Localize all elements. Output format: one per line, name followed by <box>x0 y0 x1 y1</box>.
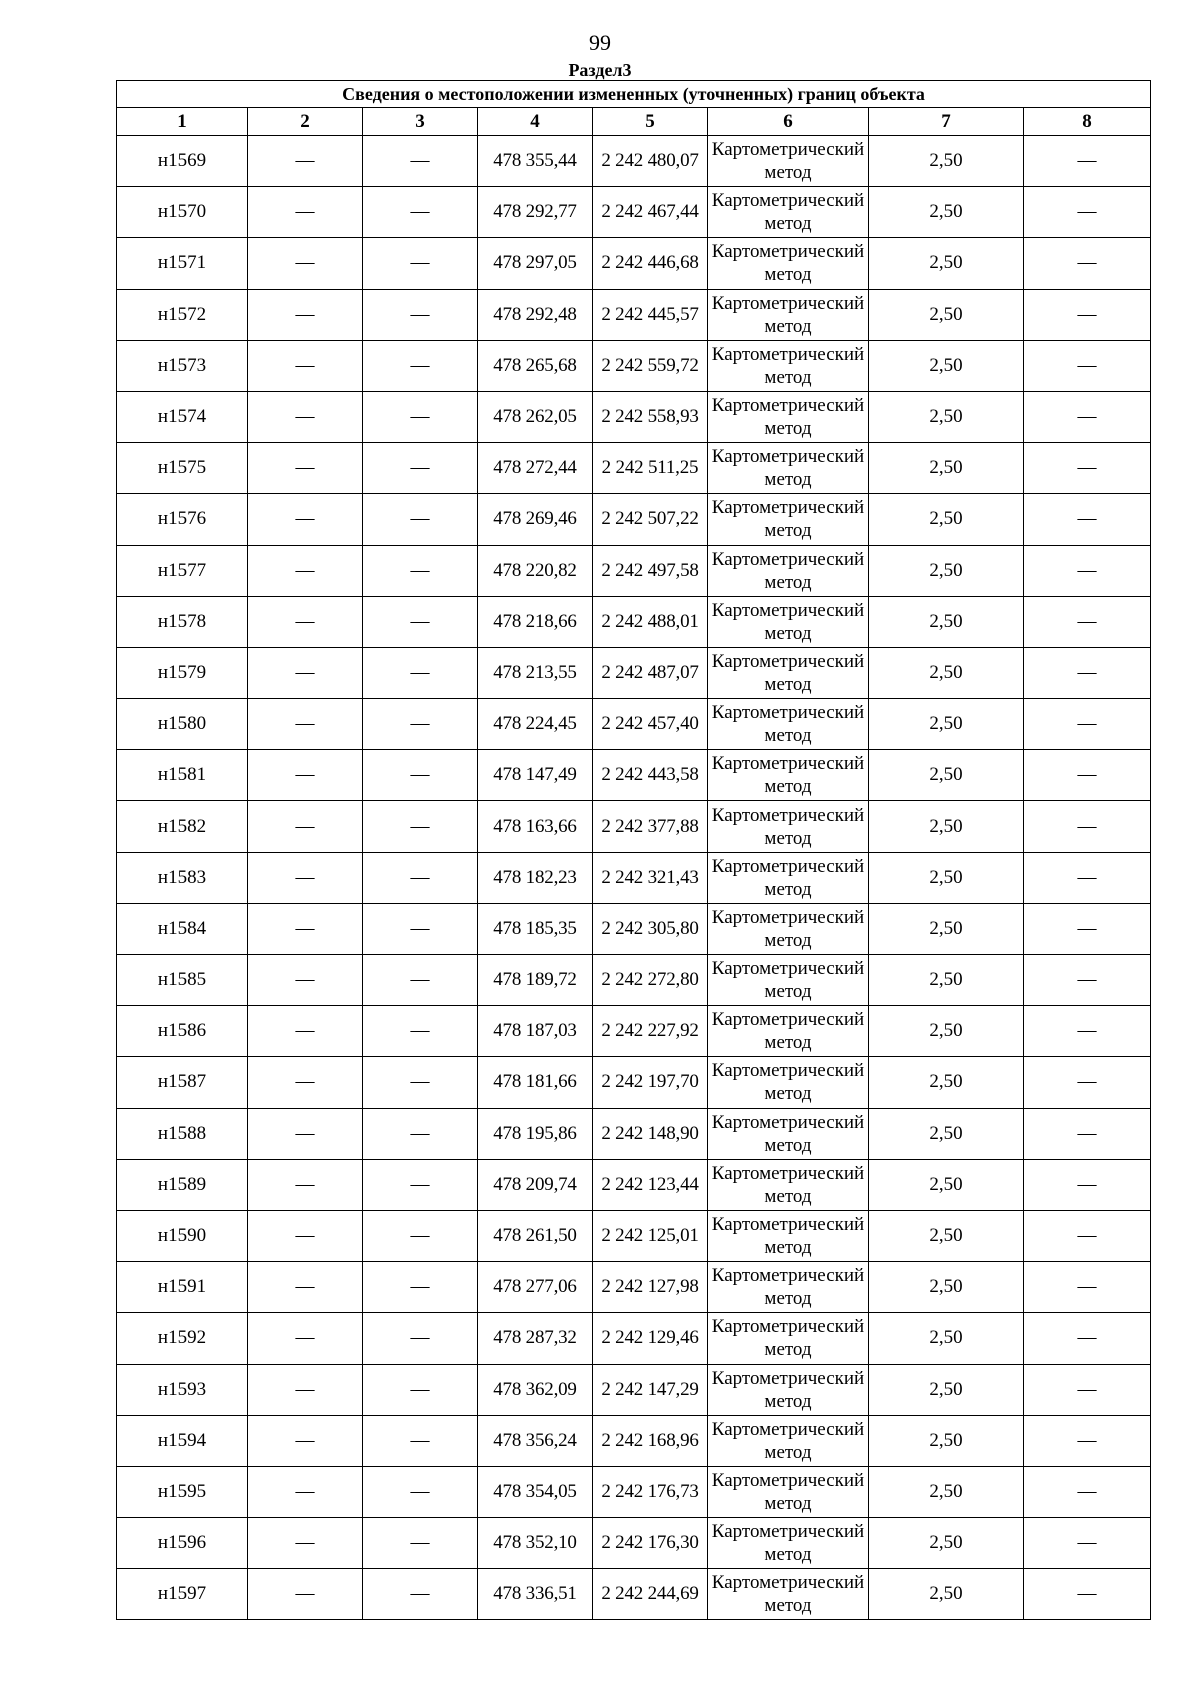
accuracy-cell: 2,50 <box>869 596 1024 647</box>
table-row <box>117 187 1151 238</box>
method-cell: Картометрический метод <box>708 1108 869 1159</box>
method-cell: Картометрический метод <box>708 750 869 801</box>
method-cell: Картометрический метод <box>708 955 869 1006</box>
table-row <box>117 443 1151 494</box>
empty-cell: — <box>248 340 363 391</box>
empty-cell: — <box>363 852 478 903</box>
empty-cell: — <box>248 289 363 340</box>
x-coordinate-cell: 478 195,86 <box>478 1108 593 1159</box>
empty-cell: — <box>248 596 363 647</box>
point-name-cell: н1570 <box>117 187 248 238</box>
x-coordinate-cell: 478 297,05 <box>478 238 593 289</box>
empty-cell: — <box>1024 1466 1151 1517</box>
table-row <box>117 136 1151 187</box>
method-cell: Картометрический метод <box>708 1210 869 1261</box>
point-name-cell: н1595 <box>117 1466 248 1517</box>
method-cell: Картометрический метод <box>708 1262 869 1313</box>
point-name-cell: н1596 <box>117 1518 248 1569</box>
empty-cell: — <box>1024 1569 1151 1620</box>
empty-cell: — <box>1024 340 1151 391</box>
empty-cell: — <box>363 1313 478 1364</box>
point-name-cell: н1569 <box>117 136 248 187</box>
column-number: 3 <box>363 108 478 136</box>
accuracy-cell: 2,50 <box>869 852 1024 903</box>
empty-cell: — <box>363 903 478 954</box>
empty-cell: — <box>1024 852 1151 903</box>
empty-cell: — <box>1024 1364 1151 1415</box>
empty-cell: — <box>363 1006 478 1057</box>
point-name-cell: н1581 <box>117 750 248 801</box>
empty-cell: — <box>363 187 478 238</box>
y-coordinate-cell: 2 242 457,40 <box>593 699 708 750</box>
y-coordinate-cell: 2 242 123,44 <box>593 1159 708 1210</box>
point-name-cell: н1588 <box>117 1108 248 1159</box>
table-row <box>117 1518 1151 1569</box>
point-name-cell: н1572 <box>117 289 248 340</box>
x-coordinate-cell: 478 182,23 <box>478 852 593 903</box>
point-name-cell: н1590 <box>117 1210 248 1261</box>
x-coordinate-cell: 478 292,77 <box>478 187 593 238</box>
x-coordinate-cell: 478 356,24 <box>478 1415 593 1466</box>
table-caption: Сведения о местоположении измененных (уточненных) границ объекта <box>117 81 1151 108</box>
empty-cell: — <box>363 443 478 494</box>
accuracy-cell: 2,50 <box>869 955 1024 1006</box>
empty-cell: — <box>248 545 363 596</box>
accuracy-cell: 2,50 <box>869 238 1024 289</box>
accuracy-cell: 2,50 <box>869 545 1024 596</box>
empty-cell: — <box>1024 391 1151 442</box>
point-name-cell: н1575 <box>117 443 248 494</box>
y-coordinate-cell: 2 242 446,68 <box>593 238 708 289</box>
empty-cell: — <box>1024 903 1151 954</box>
empty-cell: — <box>1024 1262 1151 1313</box>
accuracy-cell: 2,50 <box>869 494 1024 545</box>
x-coordinate-cell: 478 147,49 <box>478 750 593 801</box>
empty-cell: — <box>363 1518 478 1569</box>
y-coordinate-cell: 2 242 497,58 <box>593 545 708 596</box>
method-cell: Картометрический метод <box>708 136 869 187</box>
table-row <box>117 903 1151 954</box>
accuracy-cell: 2,50 <box>869 647 1024 698</box>
empty-cell: — <box>363 955 478 1006</box>
empty-cell: — <box>363 289 478 340</box>
y-coordinate-cell: 2 242 511,25 <box>593 443 708 494</box>
x-coordinate-cell: 478 272,44 <box>478 443 593 494</box>
y-coordinate-cell: 2 242 197,70 <box>593 1057 708 1108</box>
y-coordinate-cell: 2 242 480,07 <box>593 136 708 187</box>
empty-cell: — <box>1024 187 1151 238</box>
y-coordinate-cell: 2 242 507,22 <box>593 494 708 545</box>
point-name-cell: н1577 <box>117 545 248 596</box>
empty-cell: — <box>1024 647 1151 698</box>
empty-cell: — <box>248 647 363 698</box>
empty-cell: — <box>248 1466 363 1517</box>
point-name-cell: н1573 <box>117 340 248 391</box>
method-cell: Картометрический метод <box>708 903 869 954</box>
y-coordinate-cell: 2 242 377,88 <box>593 801 708 852</box>
table-row <box>117 750 1151 801</box>
x-coordinate-cell: 478 354,05 <box>478 1466 593 1517</box>
point-name-cell: н1593 <box>117 1364 248 1415</box>
method-cell: Картометрический метод <box>708 545 869 596</box>
table-row <box>117 1313 1151 1364</box>
accuracy-cell: 2,50 <box>869 136 1024 187</box>
empty-cell: — <box>363 391 478 442</box>
empty-cell: — <box>1024 1313 1151 1364</box>
accuracy-cell: 2,50 <box>869 1569 1024 1620</box>
empty-cell: — <box>248 1057 363 1108</box>
table-row <box>117 596 1151 647</box>
y-coordinate-cell: 2 242 272,80 <box>593 955 708 1006</box>
x-coordinate-cell: 478 224,45 <box>478 699 593 750</box>
empty-cell: — <box>1024 1006 1151 1057</box>
method-cell: Картометрический метод <box>708 1313 869 1364</box>
accuracy-cell: 2,50 <box>869 801 1024 852</box>
empty-cell: — <box>248 494 363 545</box>
empty-cell: — <box>363 136 478 187</box>
empty-cell: — <box>1024 136 1151 187</box>
empty-cell: — <box>248 443 363 494</box>
empty-cell: — <box>363 1364 478 1415</box>
y-coordinate-cell: 2 242 227,92 <box>593 1006 708 1057</box>
point-name-cell: н1582 <box>117 801 248 852</box>
x-coordinate-cell: 478 262,05 <box>478 391 593 442</box>
accuracy-cell: 2,50 <box>869 699 1024 750</box>
accuracy-cell: 2,50 <box>869 1006 1024 1057</box>
table-row <box>117 340 1151 391</box>
empty-cell: — <box>248 1518 363 1569</box>
accuracy-cell: 2,50 <box>869 1313 1024 1364</box>
empty-cell: — <box>248 391 363 442</box>
empty-cell: — <box>1024 801 1151 852</box>
boundary-coordinates-table <box>116 80 1151 1620</box>
accuracy-cell: 2,50 <box>869 289 1024 340</box>
empty-cell: — <box>363 596 478 647</box>
column-number: 5 <box>593 108 708 136</box>
table-row <box>117 289 1151 340</box>
empty-cell: — <box>1024 289 1151 340</box>
empty-cell: — <box>1024 1518 1151 1569</box>
method-cell: Картометрический метод <box>708 1415 869 1466</box>
table-row <box>117 1262 1151 1313</box>
method-cell: Картометрический метод <box>708 1159 869 1210</box>
point-name-cell: н1574 <box>117 391 248 442</box>
y-coordinate-cell: 2 242 321,43 <box>593 852 708 903</box>
empty-cell: — <box>363 1466 478 1517</box>
section-title: Раздел3 <box>568 60 632 80</box>
method-cell: Картометрический метод <box>708 852 869 903</box>
table-row <box>117 1415 1151 1466</box>
x-coordinate-cell: 478 163,66 <box>478 801 593 852</box>
empty-cell: — <box>1024 1210 1151 1261</box>
point-name-cell: н1587 <box>117 1057 248 1108</box>
empty-cell: — <box>1024 545 1151 596</box>
empty-cell: — <box>248 852 363 903</box>
accuracy-cell: 2,50 <box>869 187 1024 238</box>
method-cell: Картометрический метод <box>708 1518 869 1569</box>
empty-cell: — <box>363 1210 478 1261</box>
empty-cell: — <box>248 801 363 852</box>
table-row <box>117 1569 1151 1620</box>
y-coordinate-cell: 2 242 129,46 <box>593 1313 708 1364</box>
table-row <box>117 1057 1151 1108</box>
method-cell: Картометрический метод <box>708 1569 869 1620</box>
point-name-cell: н1584 <box>117 903 248 954</box>
empty-cell: — <box>248 1262 363 1313</box>
accuracy-cell: 2,50 <box>869 391 1024 442</box>
point-name-cell: н1578 <box>117 596 248 647</box>
y-coordinate-cell: 2 242 488,01 <box>593 596 708 647</box>
empty-cell: — <box>363 545 478 596</box>
empty-cell: — <box>248 1364 363 1415</box>
x-coordinate-cell: 478 218,66 <box>478 596 593 647</box>
point-name-cell: н1579 <box>117 647 248 698</box>
accuracy-cell: 2,50 <box>869 1159 1024 1210</box>
accuracy-cell: 2,50 <box>869 1210 1024 1261</box>
accuracy-cell: 2,50 <box>869 1108 1024 1159</box>
empty-cell: — <box>363 340 478 391</box>
empty-cell: — <box>1024 750 1151 801</box>
column-number: 6 <box>708 108 869 136</box>
y-coordinate-cell: 2 242 176,73 <box>593 1466 708 1517</box>
x-coordinate-cell: 478 277,06 <box>478 1262 593 1313</box>
empty-cell: — <box>1024 1415 1151 1466</box>
empty-cell: — <box>248 238 363 289</box>
table-body <box>117 136 1151 1620</box>
empty-cell: — <box>248 1210 363 1261</box>
table-row <box>117 955 1151 1006</box>
x-coordinate-cell: 478 362,09 <box>478 1364 593 1415</box>
x-coordinate-cell: 478 352,10 <box>478 1518 593 1569</box>
x-coordinate-cell: 478 187,03 <box>478 1006 593 1057</box>
table-row <box>117 1006 1151 1057</box>
table-row <box>117 1210 1151 1261</box>
empty-cell: — <box>363 1262 478 1313</box>
point-name-cell: н1571 <box>117 238 248 289</box>
column-number: 7 <box>869 108 1024 136</box>
column-number: 8 <box>1024 108 1151 136</box>
empty-cell: — <box>248 1569 363 1620</box>
accuracy-cell: 2,50 <box>869 750 1024 801</box>
x-coordinate-cell: 478 336,51 <box>478 1569 593 1620</box>
empty-cell: — <box>1024 955 1151 1006</box>
accuracy-cell: 2,50 <box>869 1518 1024 1569</box>
accuracy-cell: 2,50 <box>869 1364 1024 1415</box>
empty-cell: — <box>1024 238 1151 289</box>
y-coordinate-cell: 2 242 168,96 <box>593 1415 708 1466</box>
y-coordinate-cell: 2 242 558,93 <box>593 391 708 442</box>
point-name-cell: н1597 <box>117 1569 248 1620</box>
accuracy-cell: 2,50 <box>869 1466 1024 1517</box>
empty-cell: — <box>1024 494 1151 545</box>
empty-cell: — <box>1024 1108 1151 1159</box>
y-coordinate-cell: 2 242 559,72 <box>593 340 708 391</box>
column-number: 2 <box>248 108 363 136</box>
empty-cell: — <box>248 1415 363 1466</box>
table-row <box>117 1159 1151 1210</box>
point-name-cell: н1594 <box>117 1415 248 1466</box>
point-name-cell: н1583 <box>117 852 248 903</box>
empty-cell: — <box>248 955 363 1006</box>
method-cell: Картометрический метод <box>708 443 869 494</box>
x-coordinate-cell: 478 265,68 <box>478 340 593 391</box>
method-cell: Картометрический метод <box>708 391 869 442</box>
accuracy-cell: 2,50 <box>869 1415 1024 1466</box>
empty-cell: — <box>1024 596 1151 647</box>
point-name-cell: н1592 <box>117 1313 248 1364</box>
empty-cell: — <box>363 494 478 545</box>
table-row <box>117 1108 1151 1159</box>
point-name-cell: н1586 <box>117 1006 248 1057</box>
method-cell: Картометрический метод <box>708 699 869 750</box>
page-number: 99 <box>589 30 611 55</box>
method-cell: Картометрический метод <box>708 1466 869 1517</box>
y-coordinate-cell: 2 242 147,29 <box>593 1364 708 1415</box>
y-coordinate-cell: 2 242 148,90 <box>593 1108 708 1159</box>
column-number-row <box>117 108 1151 136</box>
point-name-cell: н1580 <box>117 699 248 750</box>
method-cell: Картометрический метод <box>708 1364 869 1415</box>
empty-cell: — <box>363 1569 478 1620</box>
empty-cell: — <box>363 699 478 750</box>
table-row <box>117 391 1151 442</box>
empty-cell: — <box>1024 443 1151 494</box>
x-coordinate-cell: 478 209,74 <box>478 1159 593 1210</box>
empty-cell: — <box>363 1057 478 1108</box>
point-name-cell: н1576 <box>117 494 248 545</box>
empty-cell: — <box>363 238 478 289</box>
x-coordinate-cell: 478 185,35 <box>478 903 593 954</box>
accuracy-cell: 2,50 <box>869 903 1024 954</box>
empty-cell: — <box>248 136 363 187</box>
empty-cell: — <box>248 1006 363 1057</box>
method-cell: Картометрический метод <box>708 1006 869 1057</box>
table-row <box>117 494 1151 545</box>
empty-cell: — <box>363 1159 478 1210</box>
column-number: 1 <box>117 108 248 136</box>
method-cell: Картометрический метод <box>708 801 869 852</box>
method-cell: Картометрический метод <box>708 340 869 391</box>
point-name-cell: н1585 <box>117 955 248 1006</box>
x-coordinate-cell: 478 220,82 <box>478 545 593 596</box>
y-coordinate-cell: 2 242 244,69 <box>593 1569 708 1620</box>
table-row <box>117 801 1151 852</box>
empty-cell: — <box>363 750 478 801</box>
column-number: 4 <box>478 108 593 136</box>
method-cell: Картометрический метод <box>708 187 869 238</box>
method-cell: Картометрический метод <box>708 1057 869 1108</box>
table-row <box>117 1466 1151 1517</box>
empty-cell: — <box>248 903 363 954</box>
table-row <box>117 699 1151 750</box>
x-coordinate-cell: 478 269,46 <box>478 494 593 545</box>
y-coordinate-cell: 2 242 443,58 <box>593 750 708 801</box>
y-coordinate-cell: 2 242 176,30 <box>593 1518 708 1569</box>
table-row <box>117 545 1151 596</box>
accuracy-cell: 2,50 <box>869 443 1024 494</box>
empty-cell: — <box>1024 1057 1151 1108</box>
empty-cell: — <box>363 1108 478 1159</box>
x-coordinate-cell: 478 287,32 <box>478 1313 593 1364</box>
empty-cell: — <box>363 647 478 698</box>
empty-cell: — <box>1024 699 1151 750</box>
empty-cell: — <box>1024 1159 1151 1210</box>
x-coordinate-cell: 478 355,44 <box>478 136 593 187</box>
point-name-cell: н1589 <box>117 1159 248 1210</box>
y-coordinate-cell: 2 242 467,44 <box>593 187 708 238</box>
x-coordinate-cell: 478 189,72 <box>478 955 593 1006</box>
accuracy-cell: 2,50 <box>869 340 1024 391</box>
empty-cell: — <box>248 1108 363 1159</box>
y-coordinate-cell: 2 242 125,01 <box>593 1210 708 1261</box>
method-cell: Картометрический метод <box>708 647 869 698</box>
y-coordinate-cell: 2 242 305,80 <box>593 903 708 954</box>
table-row <box>117 238 1151 289</box>
table-row <box>117 852 1151 903</box>
x-coordinate-cell: 478 292,48 <box>478 289 593 340</box>
empty-cell: — <box>248 750 363 801</box>
empty-cell: — <box>248 1159 363 1210</box>
point-name-cell: н1591 <box>117 1262 248 1313</box>
accuracy-cell: 2,50 <box>869 1057 1024 1108</box>
x-coordinate-cell: 478 261,50 <box>478 1210 593 1261</box>
table-row <box>117 647 1151 698</box>
method-cell: Картометрический метод <box>708 596 869 647</box>
x-coordinate-cell: 478 213,55 <box>478 647 593 698</box>
accuracy-cell: 2,50 <box>869 1262 1024 1313</box>
y-coordinate-cell: 2 242 127,98 <box>593 1262 708 1313</box>
method-cell: Картометрический метод <box>708 238 869 289</box>
method-cell: Картометрический метод <box>708 494 869 545</box>
method-cell: Картометрический метод <box>708 289 869 340</box>
y-coordinate-cell: 2 242 445,57 <box>593 289 708 340</box>
empty-cell: — <box>363 801 478 852</box>
x-coordinate-cell: 478 181,66 <box>478 1057 593 1108</box>
empty-cell: — <box>363 1415 478 1466</box>
empty-cell: — <box>248 699 363 750</box>
empty-cell: — <box>248 1313 363 1364</box>
table-row <box>117 1364 1151 1415</box>
y-coordinate-cell: 2 242 487,07 <box>593 647 708 698</box>
empty-cell: — <box>248 187 363 238</box>
